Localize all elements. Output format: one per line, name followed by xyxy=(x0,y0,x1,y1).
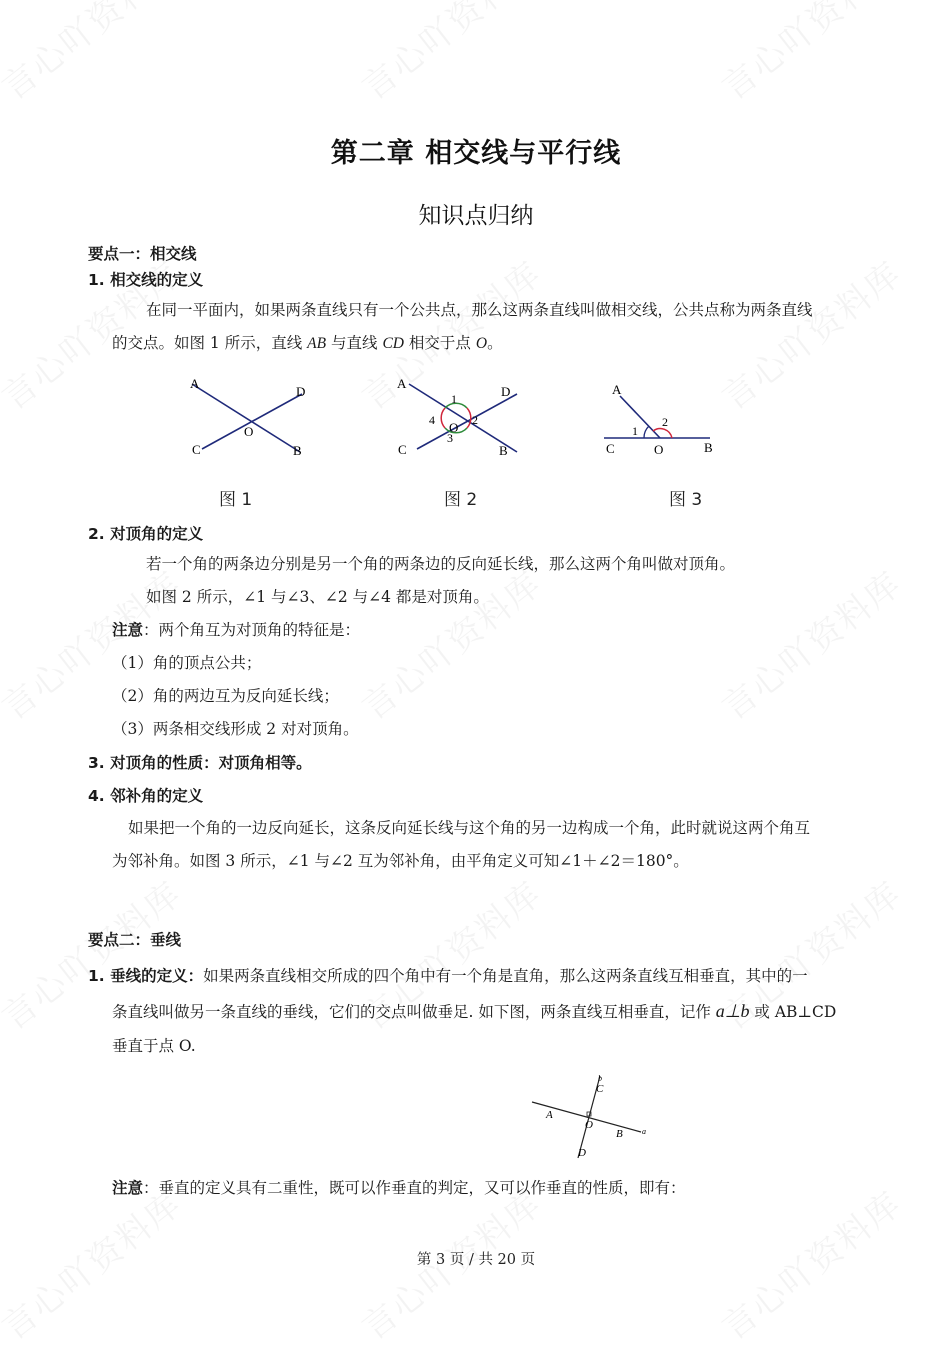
figure-3-caption: 图 3 xyxy=(669,490,703,510)
item-2-line-1: 若一个角的两条边分别是另一个角的两条边的反向延长线，那么这两个角叫做对顶角。 xyxy=(146,555,736,573)
note-text: ：垂直的定义具有二重性，既可以作垂直的判定，又可以作垂直的性质，即有： xyxy=(143,1179,686,1197)
figure-perpendicular-lines xyxy=(528,1072,658,1164)
label-b: B xyxy=(704,440,713,455)
note-point-2: （2）角的两边互为反向延长线； xyxy=(112,687,339,705)
line-label-ab: AB xyxy=(307,335,327,352)
note-label: 注意 xyxy=(112,1179,144,1197)
item-4-line-2: 为邻补角。如图 3 所示，∠1 与∠2 互为邻补角，由平角定义可知∠1＋∠2＝180°。 xyxy=(112,852,689,870)
perpendicular-def-line-3: 垂直于点 O. xyxy=(112,1037,196,1055)
perpendicular-note xyxy=(112,1172,686,1205)
label-a: A xyxy=(190,376,200,391)
item-1-line-1: 在同一平面内，如果两条直线只有一个公共点，那么这两条直线叫做相交线，公共点称为两条直线 xyxy=(146,301,813,319)
label-d: D xyxy=(296,384,306,399)
label-b: B xyxy=(293,443,302,458)
label-c: C xyxy=(596,1083,604,1095)
angle-1-arc xyxy=(644,426,649,438)
label-angle-2: 2 xyxy=(472,413,478,427)
chapter-title: 第二章 相交线与平行线 xyxy=(330,138,622,169)
label-o: O xyxy=(654,442,664,457)
text-segment: 条直线叫做另一条直线的垂线，它们的交点叫做垂足. 如下图，两条直线互相垂直，记作 xyxy=(112,1003,716,1021)
perpendicular-def-line-2 xyxy=(112,995,836,1029)
line-label-cd: CD xyxy=(382,335,404,352)
item-4-line-1: 如果把一个角的一边反向延长，这条反向延长线与这个角的另一边构成一个角，此时就说这两个角互 xyxy=(128,819,811,837)
item-3-heading: 3. 对顶角的性质：对顶角相等。 xyxy=(88,754,312,772)
label-d: D xyxy=(578,1147,586,1159)
label-o: O xyxy=(585,1119,593,1131)
label-c: C xyxy=(192,442,201,457)
key-point-1-heading: 要点一：相交线 xyxy=(88,245,197,263)
label-angle-4: 4 xyxy=(429,413,435,427)
page-footer: 第 3 页 / 共 20 页 xyxy=(416,1252,536,1268)
label-a: A xyxy=(612,382,622,397)
label-a-point: A xyxy=(546,1109,553,1121)
label-c: C xyxy=(606,441,615,456)
label-b: B xyxy=(499,443,508,458)
label-angle-1: 1 xyxy=(451,392,457,406)
label-o: O xyxy=(449,420,459,435)
note-point-3: （3）两条相交线形成 2 对对顶角。 xyxy=(112,720,359,738)
note-point-1: （1）角的顶点公共； xyxy=(112,654,262,672)
text-segment: 如果两条直线相交所成的四个角中有一个角是直角，那么这两条直线互相垂直，其中的一 xyxy=(203,967,808,985)
math-a-perp-b: a⊥b xyxy=(715,1001,750,1021)
item-2-heading: 2. 对顶角的定义 xyxy=(88,525,204,543)
angle-4-arc xyxy=(441,408,445,428)
item-1-heading: 1. 相交线的定义 xyxy=(88,271,204,289)
label-angle-3: 3 xyxy=(447,431,453,445)
note-text: ：两个角互为对顶角的特征是： xyxy=(143,621,361,639)
text-segment: 的交点。如图 1 所示，直线 xyxy=(112,334,308,352)
figure-2-caption: 图 2 xyxy=(444,490,478,510)
figure-1-caption: 图 1 xyxy=(219,490,253,510)
text-segment: 相交于点 xyxy=(404,334,476,352)
label-c: C xyxy=(398,442,407,457)
perpendicular-def-heading: 1. 垂线的定义： xyxy=(88,967,204,985)
figure-3-adjacent-angles xyxy=(598,372,728,464)
item-1-line-2 xyxy=(112,327,503,360)
label-a: A xyxy=(397,376,407,391)
label-o: O xyxy=(244,424,254,439)
label-angle-1: 1 xyxy=(632,424,638,438)
figure-2-vertical-angles xyxy=(395,372,535,464)
item-4-heading: 4. 邻补角的定义 xyxy=(88,787,204,805)
text-segment: 与直线 xyxy=(326,334,383,352)
label-line-b: b xyxy=(598,1074,602,1083)
text-segment: 或 AB⊥CD xyxy=(749,1003,837,1021)
label-angle-2: 2 xyxy=(662,415,668,429)
figure-1-intersecting-lines xyxy=(180,372,320,464)
text-segment: 。 xyxy=(487,334,503,352)
label-d: D xyxy=(501,384,511,399)
point-label-o: O xyxy=(475,335,488,352)
perpendicular-def-line-1 xyxy=(88,960,808,993)
angle-2-arc xyxy=(467,408,471,428)
item-2-note xyxy=(112,614,360,647)
key-point-2-heading: 要点二：垂线 xyxy=(88,931,182,949)
section-title: 知识点归纳 xyxy=(418,203,534,229)
label-line-a: a xyxy=(642,1127,646,1136)
label-b-point: B xyxy=(616,1128,623,1140)
item-2-line-2: 如图 2 所示，∠1 与∠3、∠2 与∠4 都是对顶角。 xyxy=(146,588,489,606)
note-label: 注意 xyxy=(112,621,144,639)
